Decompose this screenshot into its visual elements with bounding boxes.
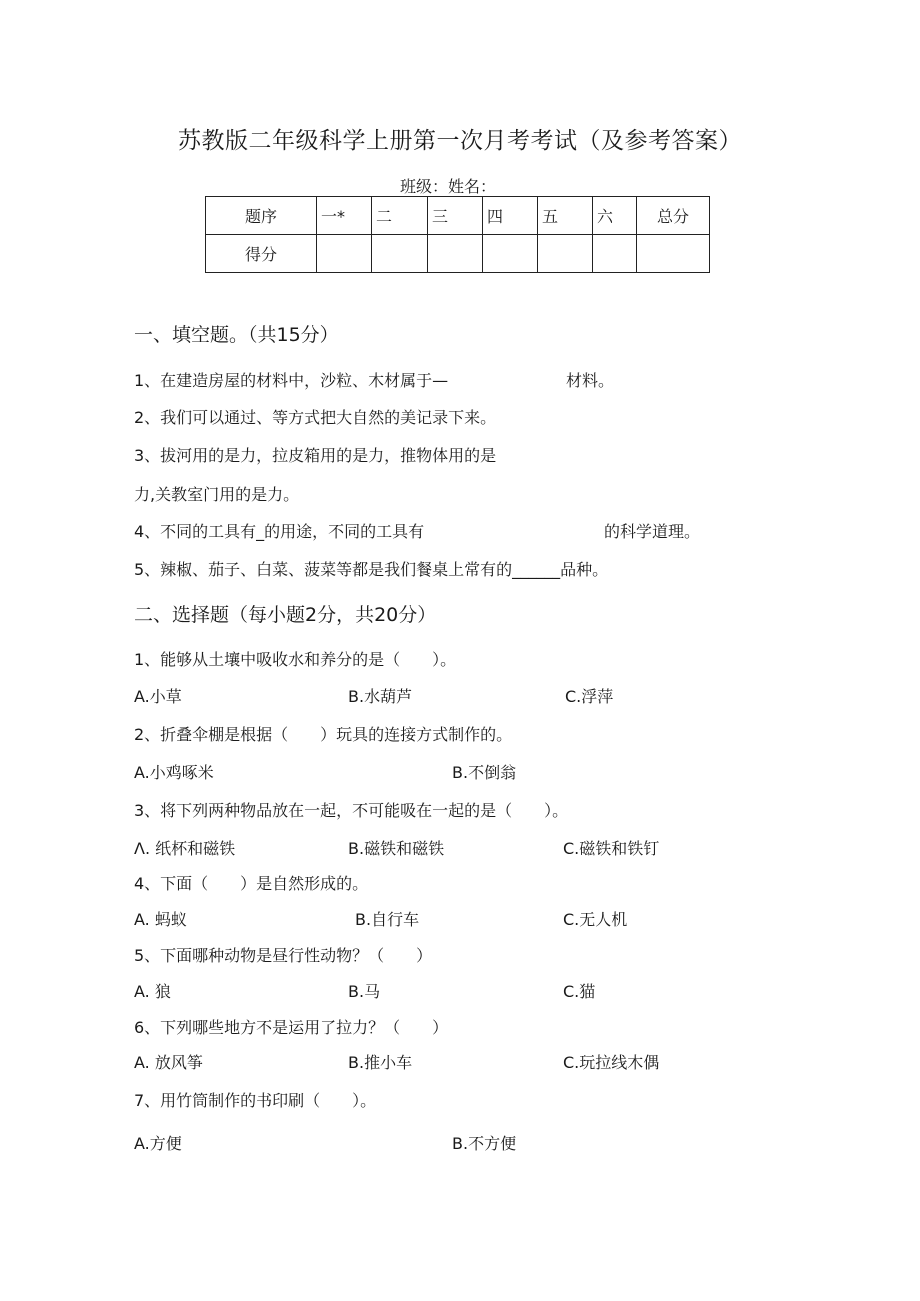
choice-option[interactable]: A. 蚂蚁 [134, 910, 187, 929]
score-cell[interactable] [317, 235, 372, 273]
score-header-cell: 六 [593, 197, 637, 235]
choice-option[interactable]: B.推小车 [348, 1053, 413, 1072]
score-table-score-row [206, 235, 710, 273]
class-name-line: 班级：姓名： [400, 177, 497, 196]
choice-option[interactable]: C.无人机 [563, 910, 628, 929]
fill-question-1: 1、在建造房屋的材料中，沙粒、木材属于— [134, 371, 449, 390]
fill-question-1-end: 材料。 [566, 371, 615, 390]
score-row-label: 得分 [206, 235, 317, 273]
choice-option[interactable]: B.磁铁和磁铁 [348, 839, 445, 858]
score-table [205, 196, 710, 273]
choice-option[interactable]: B.马 [348, 982, 381, 1001]
score-header-cell: 二 [372, 197, 428, 235]
choice-option[interactable]: B.水葫芦 [348, 687, 413, 706]
score-header-cell: 题序 [206, 197, 317, 235]
score-header-cell: 总分 [637, 197, 710, 235]
fill-question-2: 2、我们可以通过、等方式把大自然的美记录下来。 [134, 408, 497, 427]
score-cell[interactable] [483, 235, 538, 273]
choice-option[interactable]: B.不方便 [452, 1134, 517, 1153]
choice-option[interactable]: A. 放风筝 [134, 1053, 203, 1072]
choice-question: 3、将下列两种物品放在一起，不可能吸在一起的是（ ）。 [134, 801, 569, 820]
score-cell[interactable] [372, 235, 428, 273]
score-header-cell: 五 [538, 197, 593, 235]
section2-title: 二、选择题（每小题2分，共20分） [134, 604, 437, 626]
choice-option[interactable]: B.自行车 [355, 910, 420, 929]
choice-option[interactable]: C.猫 [563, 982, 596, 1001]
score-cell[interactable] [428, 235, 483, 273]
score-header-cell: 四 [483, 197, 538, 235]
choice-option[interactable]: C.玩拉线木偶 [563, 1053, 660, 1072]
choice-option[interactable]: A.小草 [134, 687, 182, 706]
choice-option[interactable]: A.方便 [134, 1134, 182, 1153]
choice-option[interactable]: Λ. 纸杯和磁铁 [134, 839, 236, 858]
score-header-cell: 三 [428, 197, 483, 235]
score-cell[interactable] [593, 235, 637, 273]
choice-question: 5、下面哪种动物是昼行性动物？（ ） [134, 946, 433, 965]
score-cell[interactable] [538, 235, 593, 273]
score-table-header-row [206, 197, 710, 235]
score-cell[interactable] [637, 235, 710, 273]
choice-question: 4、下面（ ）是自然形成的。 [134, 874, 369, 893]
score-header-cell: 一* [317, 197, 372, 235]
choice-option[interactable]: A. 狼 [134, 982, 171, 1001]
choice-question: 2、折叠伞棚是根据（ ）玩具的连接方式制作的。 [134, 725, 513, 744]
page-title: 苏教版二年级科学上册第一次月考考试（及参考答案） [178, 128, 742, 154]
fill-question-5: 5、辣椒、茄子、白菜、菠菜等都是我们餐桌上常有的______品种。 [134, 560, 609, 579]
fill-question-3-cont: 力,关教室门用的是力。 [134, 485, 300, 504]
choice-question: 6、下列哪些地方不是运用了拉力？（ ） [134, 1018, 449, 1037]
choice-question: 1、能够从土壤中吸收水和养分的是（ ）。 [134, 650, 457, 669]
section1-title: 一、填空题。（共15分） [134, 324, 339, 346]
choice-option[interactable]: A.小鸡啄米 [134, 763, 214, 782]
choice-option[interactable]: B.不倒翁 [452, 763, 517, 782]
fill-question-4-end: 的科学道理。 [604, 522, 701, 541]
fill-question-4: 4、不同的工具有_的用途，不同的工具有 [134, 522, 425, 541]
choice-option[interactable]: C.浮萍 [565, 687, 614, 706]
fill-question-3: 3、拔河用的是力，拉皮箱用的是力，推物体用的是 [134, 446, 497, 465]
choice-question: 7、用竹筒制作的书印刷（ ）。 [134, 1091, 377, 1110]
choice-option[interactable]: C.磁铁和铁钉 [563, 839, 660, 858]
